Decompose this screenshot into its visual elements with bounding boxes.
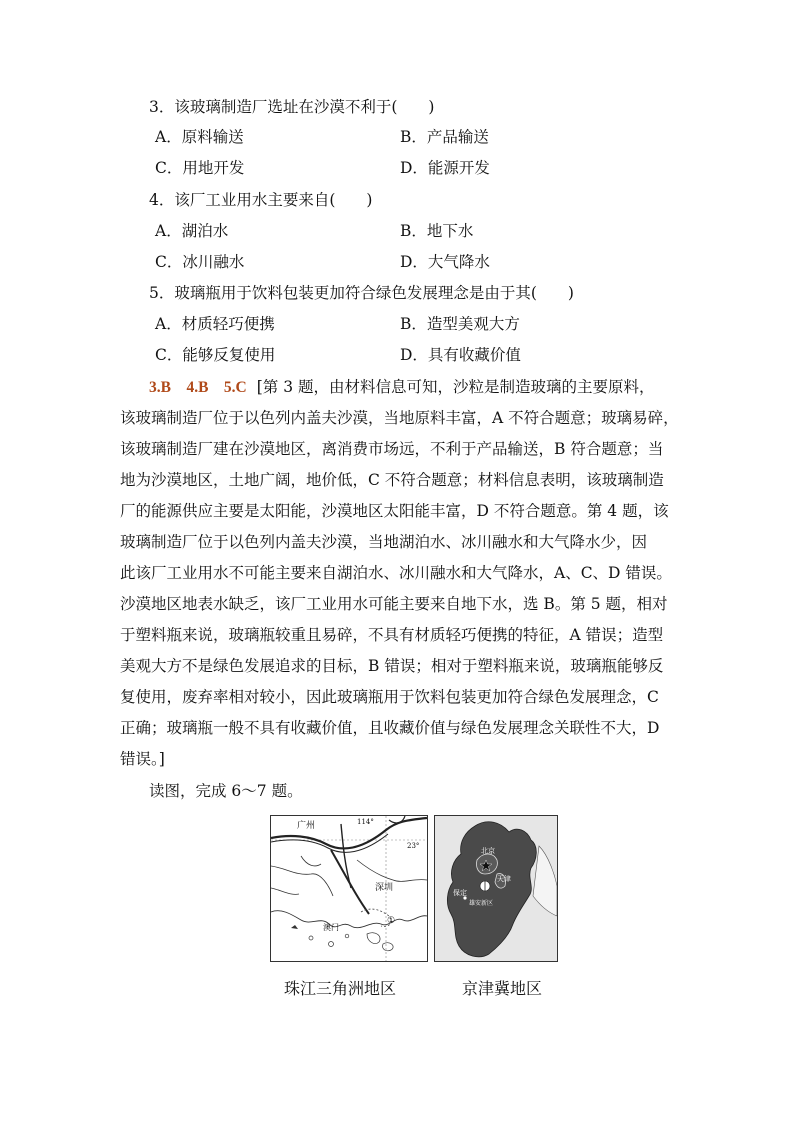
answer-line-13: 错误。] [120,750,165,768]
jing-jin-ji-map [434,815,558,962]
answer-line-9: 于塑料瓶来说，玻璃瓶较重且易碎，不具有材质轻巧便携的特征，A 错误；造型 [120,626,664,644]
question-4-option-c: C．冰川融水 [155,253,245,271]
question-5-option-b: B．造型美观大方 [400,315,520,333]
label-beijing: 北京 [481,847,495,855]
answer-line-6: 玻璃制造厂位于以色列内盖夫沙漠，当地湖泊水、冰川融水和大气降水少，因 [120,533,648,551]
answer-line-4: 地为沙漠地区，土地广阔，地价低，C 不符合题意；材料信息表明，该玻璃制造 [120,471,664,489]
question-5-option-a: A．材质轻巧便携 [155,315,275,333]
question-4-stem: 4．该厂工业用水主要来自( ) [149,191,373,209]
answer-line-7: 此该厂工业用水不可能主要来自湖泊水、冰川融水和大气降水，A、C、D 错误。 [120,564,672,582]
pearl-river-delta-map [270,815,428,962]
question-5-stem: 5．玻璃瓶用于饮料包装更加符合绿色发展理念是由于其( ) [149,284,574,302]
label-guangzhou: 广州 [297,821,316,831]
answer-first-line [149,376,655,399]
question-3-option-b: B．产品输送 [400,128,489,146]
answer-line-10: 美观大方不是绿色发展追求的目标，B 错误；相对于塑料瓶来说，玻璃瓶能够反 [120,657,664,675]
answer-line-11: 复使用，废弃率相对较小，因此玻璃瓶用于饮料包装更加符合绿色发展理念，C [120,688,659,706]
answer-line-8: 沙漠地区地表水缺乏，该厂工业用水可能主要来自地下水，选 B。第 5 题，相对 [120,595,668,613]
label-xiongan: 雄安新区 [469,900,494,907]
answer-line-2: 该玻璃制造厂位于以色列内盖夫沙漠，当地原料丰富，A 不符合题意；玻璃易碎， [120,409,679,427]
label-marker-1: ① [387,916,396,926]
answer-key: 3.B 4.B 5.C [149,379,247,396]
pearl-river-delta-map-drawing [271,816,427,961]
answer-line-12: 正确；玻璃瓶一般不具有收藏价值，且收藏价值与绿色发展理念关联性不大，D [120,719,660,737]
question-3-option-a: A．原料输送 [155,128,244,146]
question-3-option-c: C．用地开发 [155,159,245,177]
caption-pearl-river-delta: 珠江三角洲地区 [284,979,397,998]
answer-line-3: 该玻璃制造厂建在沙漠地区，离消费市场远，不利于产品输送，B 符合题意；当 [120,440,664,458]
question-4-option-b: B．地下水 [400,222,474,240]
label-tianjin: 天津 [497,875,511,883]
label-shenzhen: 深圳 [375,883,394,893]
label-baoding: 保定 [453,889,467,897]
answer-line-1: [第 3 题，由材料信息可知，沙粒是制造玻璃的主要原料， [256,378,655,396]
label-aomen: 澳门 [323,923,339,932]
label-latitude: 23° [407,842,420,850]
question-4-option-a: A．湖泊水 [155,222,229,240]
answer-line-5: 厂的能源供应主要是太阳能，沙漠地区太阳能丰富，D 不符合题意。第 4 题，该 [120,502,669,520]
question-5-option-d: D．具有收藏价值 [400,346,521,364]
figure-prompt: 读图，完成 6～7 题。 [149,782,303,800]
label-longitude: 114° [357,818,374,826]
question-4-option-d: D．大气降水 [400,253,490,271]
caption-jing-jin-ji: 京津冀地区 [462,979,543,998]
question-3-stem: 3．该玻璃制造厂选址在沙漠不利于( ) [149,98,435,116]
question-3-option-d: D．能源开发 [400,159,490,177]
question-5-option-c: C．能够反复使用 [155,346,276,364]
